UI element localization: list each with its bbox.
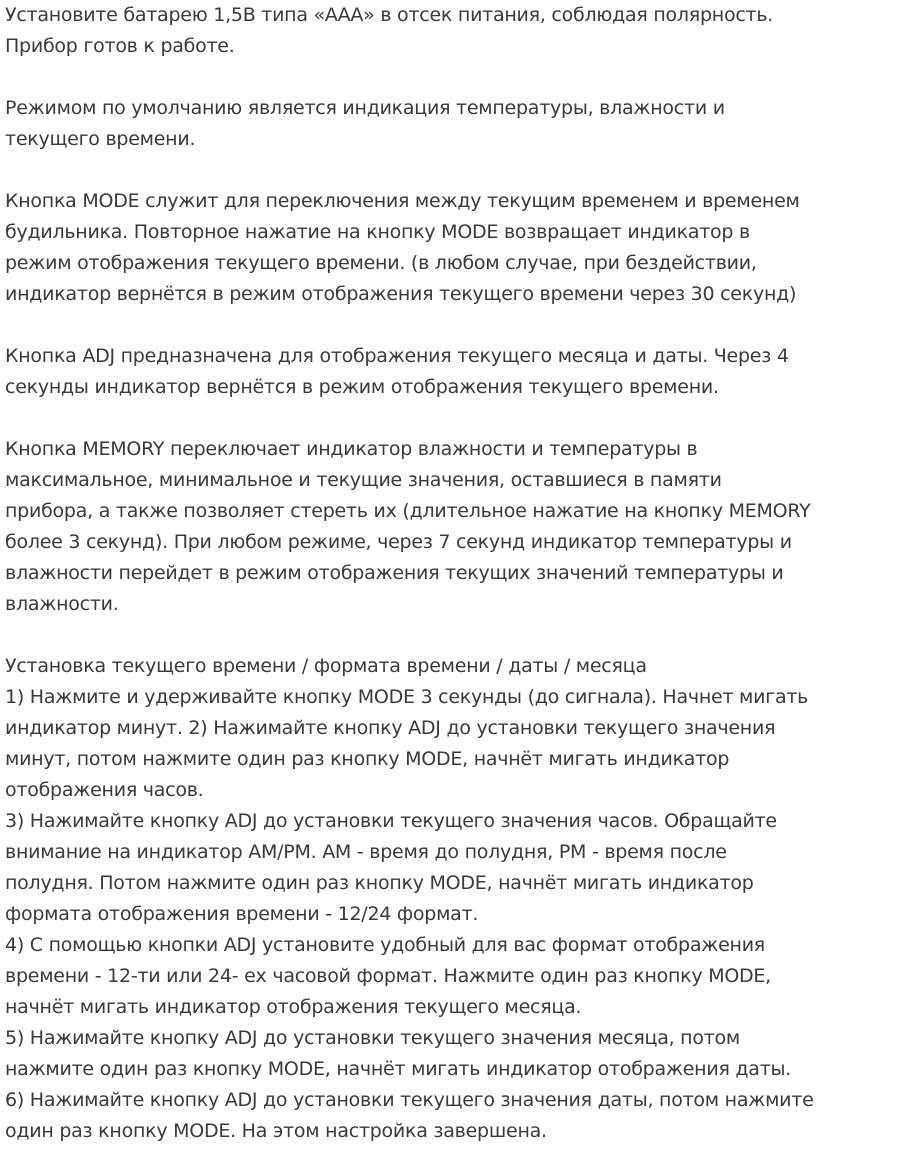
text-line: формата отображения времени - 12/24 формат. bbox=[5, 903, 479, 925]
paragraph-gap bbox=[5, 620, 892, 651]
text-line: влажности перейдет в режим отображения текущих значений температуры и bbox=[5, 562, 784, 584]
text-line: времени - 12-ти или 24- ех часовой формат. Нажмите один раз кнопку MODE, bbox=[5, 965, 771, 987]
text-line: Кнопка MODE служит для переключения между текущим временем и временем bbox=[5, 190, 800, 212]
text-line: индикатор минут. 2) Нажимайте кнопку ADJ до установки текущего значения bbox=[5, 717, 776, 739]
paragraph-gap bbox=[5, 310, 892, 341]
text-line: Прибор готов к работе. bbox=[5, 35, 235, 57]
text-line: Режимом по умолчанию является индикация температуры, влажности и bbox=[5, 97, 725, 119]
paragraph-gap bbox=[5, 62, 892, 93]
paragraph-gap bbox=[5, 155, 892, 186]
paragraph-adj-button bbox=[5, 341, 892, 403]
text-line: влажности. bbox=[5, 593, 119, 615]
text-line: более 3 секунд). При любом режиме, через 7 секунд индикатор температуры и bbox=[5, 531, 792, 553]
text-line: внимание на индикатор AM/PM. AM - время до полудня, PM - время после bbox=[5, 841, 727, 863]
text-line: Установите батарею 1,5В типа «ААА» в отсек питания, соблюдая полярность. bbox=[5, 4, 774, 26]
text-line: 5) Нажимайте кнопку ADJ до установки текущего значения месяца, потом bbox=[5, 1027, 741, 1049]
text-line: Кнопка ADJ предназначена для отображения текущего месяца и даты. Через 4 bbox=[5, 345, 789, 367]
text-line: прибора, а также позволяет стереть их (длительное нажатие на кнопку MEMORY bbox=[5, 500, 811, 522]
text-line: режим отображения текущего времени. (в любом случае, при бездействии, bbox=[5, 252, 757, 274]
text-line: 6) Нажимайте кнопку ADJ до установки текущего значения даты, потом нажмите bbox=[5, 1089, 814, 1111]
paragraph-default-mode bbox=[5, 93, 892, 155]
text-line: полудня. Потом нажмите один раз кнопку MODE, начнёт мигать индикатор bbox=[5, 872, 754, 894]
text-line: будильника. Повторное нажатие на кнопку MODE возвращает индикатор в bbox=[5, 221, 750, 243]
text-line: 3) Нажимайте кнопку ADJ до установки текущего значения часов. Обращайте bbox=[5, 810, 777, 832]
section-heading: Установка текущего времени / формата времени / даты / месяца bbox=[5, 655, 647, 677]
text-line: секунды индикатор вернётся в режим отображения текущего времени. bbox=[5, 376, 719, 398]
paragraph-memory-button bbox=[5, 434, 892, 620]
text-line: индикатор вернётся в режим отображения текущего времени через 30 секунд) bbox=[5, 283, 797, 305]
text-line: минут, потом нажмите один раз кнопку MODE, начнёт мигать индикатор bbox=[5, 748, 730, 770]
text-line: максимальное, минимальное и текущие значения, оставшиеся в памяти bbox=[5, 469, 722, 491]
text-line: нажмите один раз кнопку MODE, начнёт мигать индикатор отображения даты. bbox=[5, 1058, 792, 1080]
paragraph-gap bbox=[5, 403, 892, 434]
text-line: 1) Нажмите и удерживайте кнопку MODE 3 секунды (до сигнала). Начнет мигать bbox=[5, 686, 809, 708]
text-line: текущего времени. bbox=[5, 128, 196, 150]
text-line: отображения часов. bbox=[5, 779, 204, 801]
text-line: 4) С помощью кнопки ADJ установите удобный для вас формат отображения bbox=[5, 934, 765, 956]
paragraph-battery bbox=[5, 0, 892, 62]
text-line: Кнопка MEMORY переключает индикатор влажности и температуры в bbox=[5, 438, 698, 460]
paragraph-time-setup bbox=[5, 651, 892, 1147]
paragraph-mode-button bbox=[5, 186, 892, 310]
text-line: один раз кнопку MODE. На этом настройка завершена. bbox=[5, 1120, 547, 1142]
text-line: начнёт мигать индикатор отображения текущего месяца. bbox=[5, 996, 582, 1018]
